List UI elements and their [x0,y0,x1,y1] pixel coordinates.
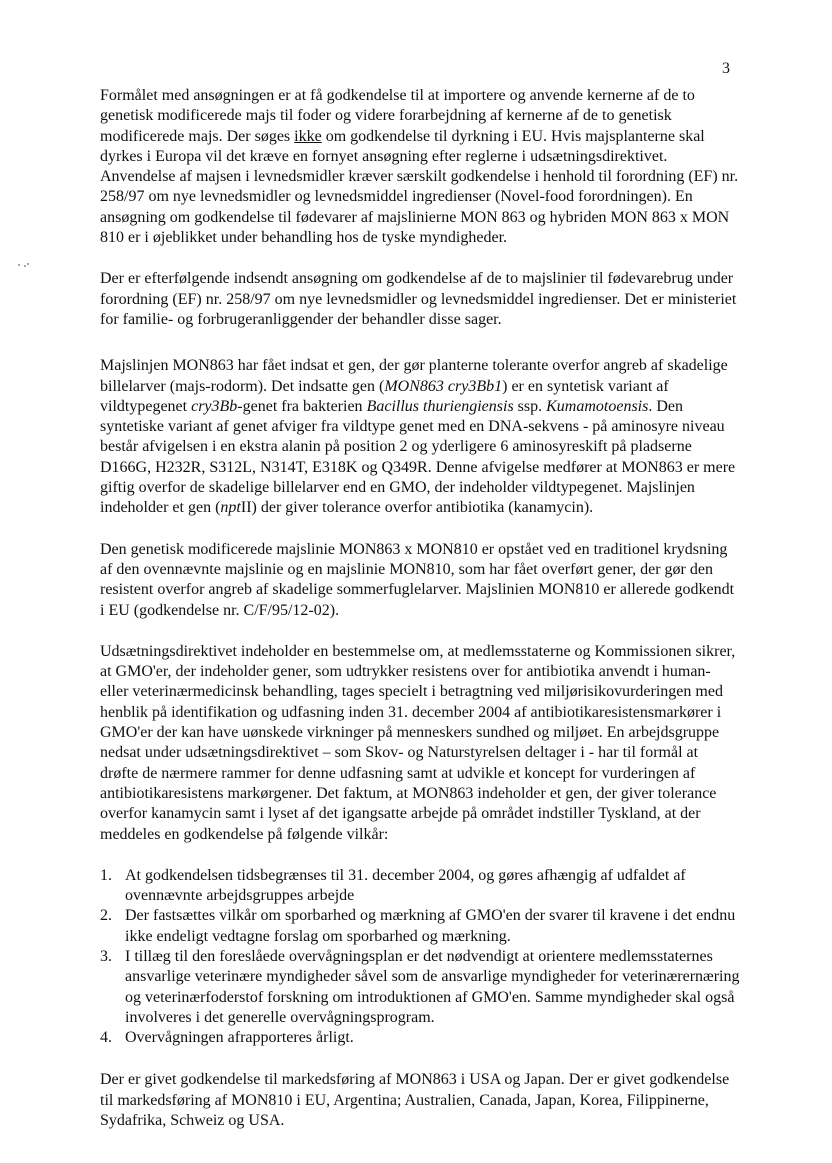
paragraph-mon863: Majslinjen MON863 har fået indsat et gen, der gør planterne tolerante overfor angreb af skadelige billelarver (majs-rodorm). Det indsatte gen (MON863 cry3Bb1) er en syntetisk variant af vildtypegenet cry3Bb-genet fra bakterien Bacillus thuriengiensis ssp. Kumamotoensis. Den syntetiske variant af genet afviger fra vildtype genet med en DNA-sekvens - på aminosyre niveau består afvigelsen i en ekstra alanin på position 2 og yderligere 6 aminosyreskift på pladserne D166G, H232R, S312L, N314T, E318K og Q349R. Denne afvigelse medfører at MON863 er mere giftig overfor de skadelige billelarver end en GMO, der indeholder vildtypegenet. Majslinjen indeholder et gen (nptII) der giver tolerance overfor antibiotika (kanamycin). [100,357,736,517]
paragraph-directive: Udsætningsdirektivet indeholder en bestemmelse om, at medlemsstaterne og Kommissionen sikrer, at GMO'er, der indeholder gener, som udtrykker resistens over for antibiotika anvendt i human- eller veterinærmedicinsk behandling, tages specielt i betragtning ved miljørisikovurderingen med henblik på identifikation og udfasning inden 31. december 2004 af antibiotikaresistensmarkører i GMO'er der kan have uønskede virkninger på menneskers sundhed og miljøet. En arbejdsgruppe nedsat under udsætningsdirektivet – som Skov- og Naturstyrelsen deltager i - har til formål at drøfte de nærmere rammer for denne udfasning samt at udvikle et koncept for vurderingen af antibiotikaresistens markørgener. Det faktum, at MON863 indeholder et gen, der giver tolerance overfor kanamycin samt i lyset af det igangsatte arbejde på området indstiller Tyskland, at der meddeles en godkendelse på følgende vilkår: [100,642,736,843]
list-item: 4. Overvågningen afrapporteres årligt. [100,1029,354,1047]
list-item: 2. Der fastsættes vilkår om sporbarhed og mærkning af GMO'en der svarer til kravene i det endnu ikke endeligt vedtagne forslag om sporbarhed og mærkning. [100,907,736,945]
list-item: 3. I tillæg til den foreslåede overvågningsplan er det nødvendigt at orientere medlemsstaternes ansvarlige veterinære myndigheder såvel som de ansvarlige myndigheder for veterinærernæring og veterinærfoderstof forskning om introduktionen af GMO'en. Samme myndigheder skal også involveres i det generelle overvågningsprogram. [100,947,740,1026]
conditions-list [100,866,740,1049]
paragraph-food-application: Der er efterfølgende indsendt ansøgning om godkendelse af de to majslinier til fødevarebrug under forordning (EF) nr. 258/97 om nye levnedsmidler og levnedsmiddel ingredienser. Det er ministeriet for familie- og forbrugeranliggender der behandler disse sager. [100,270,737,328]
list-item: 1. At godkendelsen tidsbegrænses til 31. december 2004, og gøres afhængig af udfaldet af ovennævnte arbejdsgruppes arbejde [100,866,686,905]
paragraph-purpose: Formålet med ansøgningen er at få godkendelse til at importere og anvende kernerne af de to genetisk modificerede majs til foder og videre forarbejdning af kernerne af de to genetisk modificerede majs. Der søges ikke om godkendelse til dyrkning i EU. Hvis majsplanterne skal dyrkes i Europa vil det kræve en fornyet ansøgning efter reglerne i udsætningsdirektivet. Anvendelse af majsen i levnedsmidler kræver særskilt godkendelse i henhold til forordning (EF) nr. 258/97 om nye levnedsmidler og levnedsmiddel ingredienser (Novel-food forordningen). En ansøgning om godkendelse til fødevarer af majslinierne MON 863 og hybriden MON 863 x MON 810 er i øjeblikket under behandling hos de tyske myndigheder. [100,87,739,247]
paragraph-market-approvals: Der er givet godkendelse til markedsføring af MON863 i USA og Japan. Der er givet godkendelse til markedsføring af MON810 i EU, Argentina; Australien, Canada, Japan, Korea, Filippinerne, Sydafrika, Schweiz og USA. [100,1071,730,1130]
document-body [100,86,740,1152]
underlined-word: ikke [294,127,322,145]
paragraph-mon863-x-mon810: Den genetisk modificerede majslinie MON863 x MON810 er opstået ved en traditionel krydsning af den ovennævnte majslinie og en majslinie MON810, som har fået overført gener, der gør den resistent overfor angreb af skadelige sommerfuglelarver. Majslinien MON810 er allerede godkendt i EU (godkendelse nr. C/F/95/12-02). [100,540,735,619]
scan-mark [18,262,30,268]
page-number: 3 [722,60,730,77]
